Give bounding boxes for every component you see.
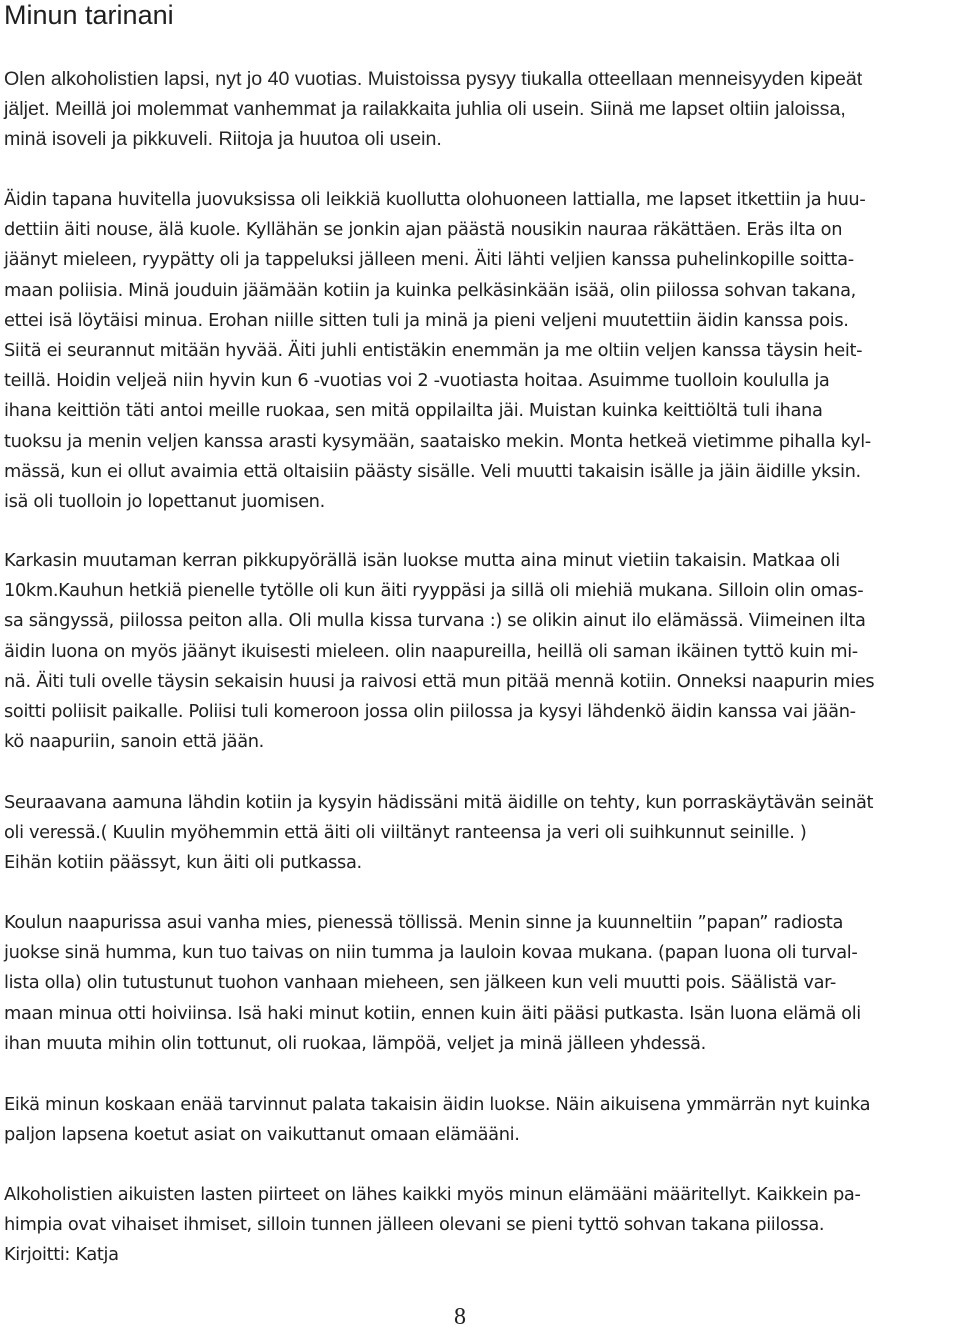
text-line: Seuraavana aamuna lähdin kotiin ja kysyin hädissäni mitä äidille on tehty, kun porraskäytävän seinät	[4, 792, 874, 813]
text-line: Alkoholistien aikuisten lasten piirteet on lähes kaikki myös minun elämääni määritellyt. Kaikkein pa-	[4, 1184, 861, 1205]
text-line: oli veressä.( Kuulin myöhemmin että äiti oli viiltänyt ranteensa ja veri oli suihkunnut seinille. )	[4, 822, 807, 844]
text-line: ihan muuta mihin olin tottunut, oli ruokaa, lämpöä, veljet ja minä jälleen yhdessä.	[4, 1032, 706, 1054]
text-line: Äidin tapana huvitella juovuksissa oli leikkiä kuollutta olohuoneen lattialla, me lapset itkettiin ja huu-	[4, 189, 866, 210]
text-line: maan poliisia. Minä jouduin jäämään kotiin ja kuinka pelkäsinkään isää, olin piilossa sohvan takana,	[4, 279, 856, 301]
text-line: sa sängyssä, piilossa peiton alla. Oli mulla kissa turvana :) se olikin ainut ilo elämässä. Viimeinen ilta	[4, 610, 866, 632]
text-line: teillä. Hoidin veljeä niin hyvin kun 6 -vuotias voi 2 -vuotiasta hoitaa. Asuimme tuolloin koululla ja	[4, 370, 830, 392]
text-line: nä. Äiti tuli ovelle täysin sekaisin huusi ja raivosi että mun pitää mennä kotiin. Onneksi naapurin mies	[4, 670, 875, 692]
paragraph-neighbor	[4, 908, 861, 1059]
paragraph-intro	[4, 64, 862, 154]
text-line: isä oli tuolloin jo lopettanut juomisen.	[4, 491, 325, 513]
text-line: tuoksu ja menin veljen kanssa arasti kysymään, saataisko mekin. Monta hetkeä vietimme pihalla kyl-	[4, 430, 871, 452]
text-line: soitti poliisit paikalle. Poliisi tuli komeroon jossa olin piilossa ja kysyi lähdenkö äidin kanssa vai jään-	[4, 701, 856, 723]
text-line: dettiin äiti nouse, älä kuole. Kyllähän se jonkin ajan päästä nousikin nauraa räkättäen. Eräs ilta on	[4, 219, 843, 241]
paragraph-closing	[4, 1180, 861, 1271]
text-line: kö naapuriin, sanoin että jään.	[4, 731, 264, 753]
text-line: jäänyt mieleen, ryypätty oli ja tappeluksi jälleen meni. Äiti lähti veljien kanssa puhelinkopille soitta-	[4, 249, 854, 271]
text-line: lista olla) olin tutustunut tuohon vanhaan mieheen, sen jälkeen kun veli muutti pois. Säälistä var-	[4, 972, 837, 994]
text-line: Karkasin muutaman kerran pikkupyörällä isän luokse mutta aina minut vietiin takaisin. Matkaa oli	[4, 550, 840, 571]
paragraph-next-morning	[4, 788, 873, 879]
page-number: 8	[454, 1304, 466, 1330]
text-line: Olen alkoholistien lapsi, nyt jo 40 vuotias. Muistoissa pysyy tiukalla otteellaan menneisyyden kipeät	[4, 68, 863, 90]
author-signature: Kirjoitti: Katja	[4, 1244, 119, 1266]
text-line: 10km.Kauhun hetkiä pienelle tytölle oli kun äiti ryyppäsi ja sillä oli miehiä mukana. Silloin olin omas-	[4, 580, 864, 602]
text-line: Eikä minun koskaan enää tarvinnut palata takaisin äidin luokse. Näin aikuisena ymmärrän nyt kuinka	[4, 1094, 871, 1115]
paragraph-reflection	[4, 1090, 870, 1150]
text-line: paljon lapsena koetut asiat on vaikuttanut omaan elämääni.	[4, 1124, 520, 1146]
text-line: mässä, kun ei ollut avaimia että oltaisiin päästy sisälle. Veli muutti takaisin isälle ja jäin äidille yksin.	[4, 460, 861, 482]
text-line: Eihän kotiin päässyt, kun äiti oli putkassa.	[4, 852, 362, 874]
text-line: ettei isä löytäisi minua. Erohan niille sitten tuli ja minä ja pieni veljeni muutettiin äidin kanssa pois.	[4, 309, 849, 331]
text-line: minä isoveli ja pikkuveli. Riitoja ja huutoa oli usein.	[4, 128, 442, 150]
text-line: Siitä ei seurannut mitään hyvää. Äiti juhli entistäkin enemmän ja me oltiin veljen kanssa täysin heit-	[4, 340, 863, 362]
text-line: äidin luona on myös jäänyt ikuisesti mieleen. olin naapureilla, heillä oli saman ikäinen tyttö kuin mi-	[4, 640, 858, 662]
text-line: Koulun naapurissa asui vanha mies, pienessä töllissä. Menin sinne ja kuunneltiin ”papan” radiosta	[4, 912, 844, 933]
page-title: Minun tarinani	[4, 0, 174, 30]
text-line: himpia ovat vihaiset ihmiset, silloin tunnen jälleen olevani se pieni tyttö sohvan takana piilossa.	[4, 1214, 825, 1236]
paragraph-escape	[4, 546, 874, 757]
text-line: jäljet. Meillä joi molemmat vanhemmat ja railakkaita juhlia oli usein. Siinä me lapset oltiin jaloissa,	[4, 98, 846, 120]
text-line: juokse sinä humma, kun tuo taivas on niin tumma ja lauloin kovaa mukana. (papan luona oli turval-	[4, 942, 858, 964]
text-line: maan minua otti hoiviinsa. Isä haki minut kotiin, ennen kuin äiti pääsi putkasta. Isän luona elämä oli	[4, 1002, 861, 1024]
text-line: ihana keittiön täti antoi meille ruokaa, sen mitä oppilailta jäi. Muistan kuinka keittiöltä tuli ihana	[4, 400, 823, 422]
paragraph-childhood	[4, 185, 871, 517]
